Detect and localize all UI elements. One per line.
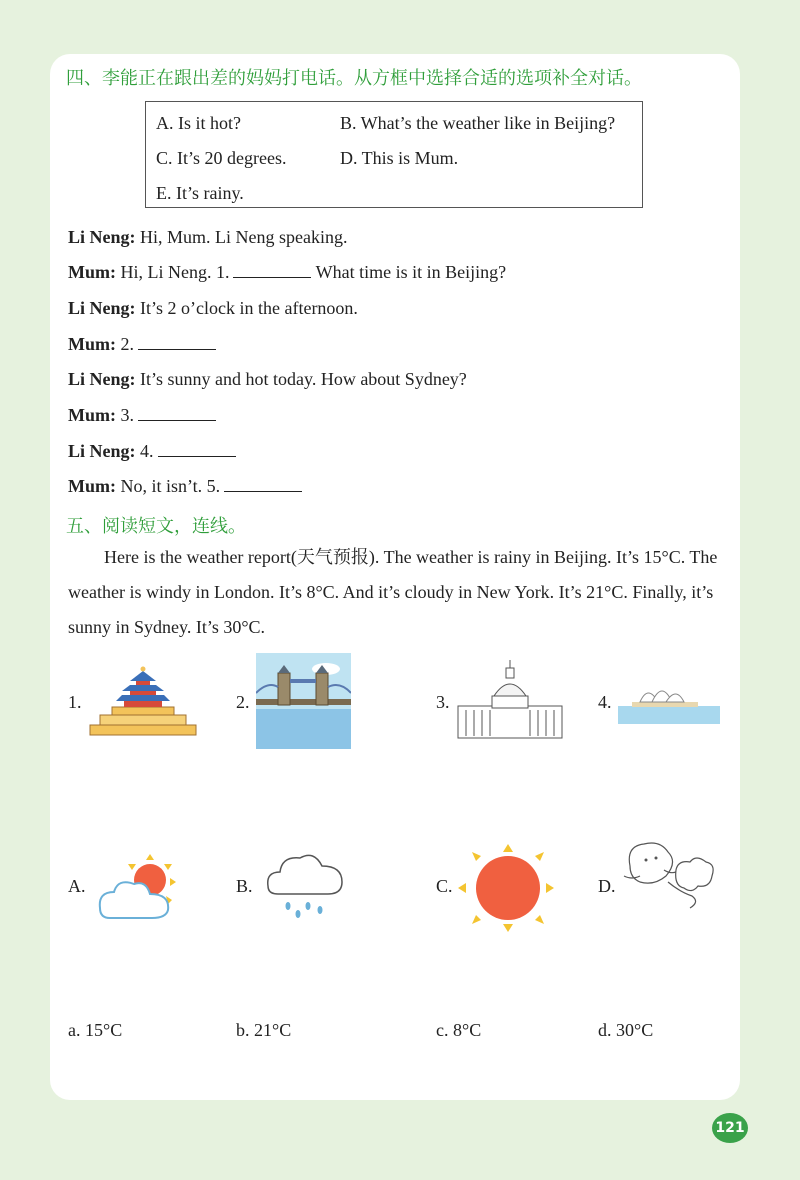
temp-option-a: a. 15°C — [68, 1020, 123, 1040]
answer-blank-2[interactable] — [138, 335, 216, 350]
dialog-text: 3. — [120, 405, 134, 425]
answer-blank-1[interactable] — [233, 263, 311, 278]
weather-label-d: D. — [598, 876, 616, 896]
options-box — [145, 101, 643, 208]
section4-heading: 四、李能正在跟出差的妈妈打电话。从方框中选择合适的选项补全对话。 — [66, 68, 642, 89]
dialog-line-7 — [68, 441, 236, 462]
place-label-2: 2. — [236, 692, 250, 712]
dialog-text: It’s 2 o’clock in the afternoon. — [140, 298, 358, 318]
page-number-badge: 121 — [712, 1113, 748, 1143]
wind-icon — [620, 836, 720, 920]
dialog-text: 4. — [140, 441, 154, 461]
speaker: Li Neng: — [68, 227, 136, 247]
dialog-text-after: What time is it in Beijing? — [315, 262, 507, 282]
dialog-line-1 — [68, 227, 347, 248]
dialog-text: 2. — [120, 334, 134, 354]
rain-cloud-icon — [262, 848, 352, 926]
speaker: Li Neng: — [68, 441, 136, 461]
sydney-opera-house-icon — [618, 678, 720, 724]
speaker: Mum: — [68, 262, 116, 282]
dialog-text: Hi, Li Neng. 1. — [120, 262, 230, 282]
option-c: C. It’s 20 degrees. — [156, 148, 287, 168]
weather-passage — [68, 540, 728, 645]
dialog-text: It’s sunny and hot today. How about Sydney? — [140, 369, 467, 389]
weather-label-b: B. — [236, 876, 253, 896]
option-b: B. What’s the weather like in Beijing? — [340, 113, 616, 133]
dialog-line-6 — [68, 405, 216, 426]
speaker: Li Neng: — [68, 369, 136, 389]
option-a: A. Is it hot? — [156, 113, 241, 133]
dialog-line-2 — [68, 262, 506, 283]
dialog-line-4 — [68, 334, 216, 355]
dialog-text: No, it isn’t. 5. — [120, 476, 221, 496]
speaker: Mum: — [68, 476, 116, 496]
speaker: Li Neng: — [68, 298, 136, 318]
answer-blank-5[interactable] — [224, 477, 302, 492]
dialog-line-3 — [68, 298, 358, 319]
option-d: D. This is Mum. — [340, 148, 459, 168]
temp-option-d: d. 30°C — [598, 1020, 654, 1040]
dialog-line-8 — [68, 476, 302, 497]
place-label-4: 4. — [598, 692, 612, 712]
place-label-3: 3. — [436, 692, 450, 712]
speaker: Mum: — [68, 405, 116, 425]
speaker: Mum: — [68, 334, 116, 354]
capitol-building-icon — [456, 660, 564, 740]
option-e: E. It’s rainy. — [156, 183, 244, 203]
section5-heading: 五、阅读短文，连线。 — [66, 516, 246, 537]
place-label-1: 1. — [68, 692, 82, 712]
dialog-text: Hi, Mum. Li Neng speaking. — [140, 227, 348, 247]
dialog-line-5 — [68, 369, 467, 390]
temp-option-b: b. 21°C — [236, 1020, 292, 1040]
weather-label-c: C. — [436, 876, 453, 896]
temp-option-c: c. 8°C — [436, 1020, 482, 1040]
weather-label-a: A. — [68, 876, 86, 896]
tower-bridge-icon — [256, 653, 351, 749]
answer-blank-3[interactable] — [138, 406, 216, 421]
temple-of-heaven-icon — [86, 665, 200, 741]
sun-icon — [456, 842, 556, 934]
passage-text: Here is the weather report(天气预报). The weather is rainy in Beijing. It’s 15°C. The weather is windy in London. It’s 8°C. And it’s cloudy in New York. It’s 21°C. Finally, it’s sunny in Sydney. It’s 30°C. — [68, 547, 718, 637]
sunny-cloudy-icon — [92, 850, 184, 922]
answer-blank-4[interactable] — [158, 442, 236, 457]
